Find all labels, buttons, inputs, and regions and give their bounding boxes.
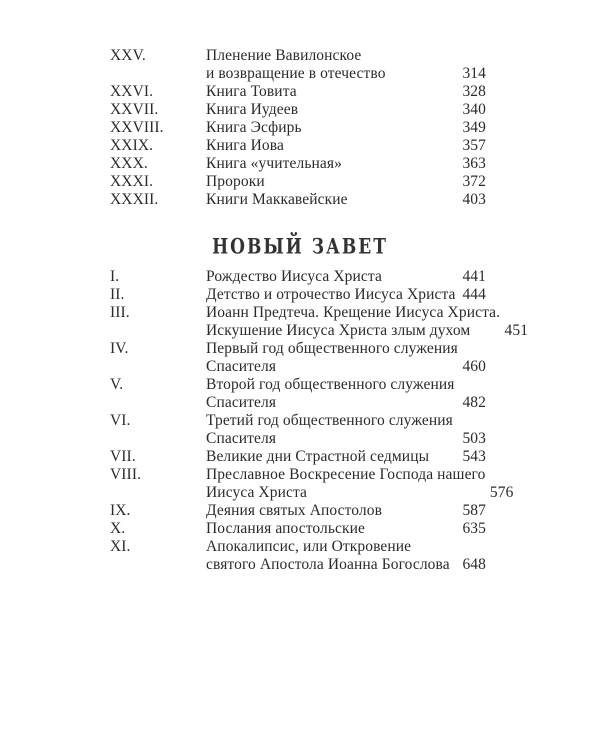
chapter-number: III. <box>110 304 130 321</box>
chapter-number: XXXI. <box>110 173 154 190</box>
page-number <box>500 304 528 322</box>
chapter-number: XXXII. <box>110 191 159 208</box>
chapter-number: X. <box>110 520 126 537</box>
toc-entry <box>110 538 486 574</box>
page-number <box>458 376 486 394</box>
chapter-title: Книга «учительная» <box>206 155 342 172</box>
page-number <box>458 340 486 358</box>
chapter-title: Книга Иудеев <box>206 101 299 118</box>
page-number: 328 <box>462 83 486 100</box>
chapter-title: Деяния святых Апостолов <box>206 502 383 519</box>
chapter-number: II. <box>110 286 125 303</box>
page-number: 635 <box>462 520 486 537</box>
page-number <box>485 466 513 484</box>
chapter-title: Спасителя <box>206 394 277 411</box>
toc-entry <box>110 101 486 119</box>
page-number: 340 <box>462 101 486 118</box>
chapter-title: Первый год общественного служения <box>206 340 458 357</box>
chapter-title: Иоанн Предтеча. Крещение Иисуса Христа. <box>206 304 501 321</box>
page-number: 314 <box>462 65 486 82</box>
page-number: 648 <box>462 556 486 573</box>
toc-entry <box>110 83 486 101</box>
chapter-title: Книга Эсфирь <box>206 119 302 136</box>
page-number: 403 <box>462 191 486 208</box>
chapter-title: Второй год общественного служения <box>206 376 455 393</box>
chapter-title: Книга Товита <box>206 83 297 100</box>
chapter-title: Книга Иова <box>206 137 284 154</box>
page-number: 363 <box>462 155 486 172</box>
chapter-number: XXVII. <box>110 101 159 118</box>
chapter-title: Послания апостольские <box>206 520 366 537</box>
chapter-title: Преславное Воскресение Господа нашего <box>206 466 486 483</box>
chapter-title: Третий год общественного служения <box>206 412 453 429</box>
chapter-title: Пленение Вавилонское <box>206 47 362 64</box>
page-number: 482 <box>462 394 486 411</box>
chapter-number: VIII. <box>110 466 142 483</box>
chapter-title: Пророки <box>206 173 265 190</box>
page-number: 357 <box>462 137 486 154</box>
chapter-title: Детство и отрочество Иисуса Христа <box>206 286 456 303</box>
toc-entry <box>110 286 486 304</box>
chapter-title: святого Апостола Иоанна Богослова <box>206 556 450 573</box>
toc-entry <box>110 47 486 83</box>
page-number: 451 <box>504 322 529 339</box>
chapter-number: VII. <box>110 448 136 465</box>
chapter-number: XI. <box>110 538 131 555</box>
toc-entry <box>110 412 486 448</box>
page-number <box>458 47 486 65</box>
chapter-number: XXIX. <box>110 137 154 154</box>
page-number: 503 <box>462 430 486 447</box>
toc-entry <box>110 173 486 191</box>
page-number: 444 <box>462 286 486 303</box>
chapter-number: I. <box>110 268 120 285</box>
page-number: 587 <box>462 502 486 519</box>
page-number: 543 <box>462 448 486 465</box>
toc-entry <box>110 155 486 173</box>
toc-entry <box>110 191 486 209</box>
old-testament-toc <box>110 47 486 209</box>
chapter-number: V. <box>110 376 124 393</box>
toc-entry <box>110 304 529 340</box>
page-number <box>458 412 486 430</box>
chapter-title: Великие дни Страстной седмицы <box>206 448 430 465</box>
chapter-title: Книги Маккавейские <box>206 191 348 208</box>
chapter-title: Спасителя <box>206 358 277 375</box>
chapter-title: Рождество Иисуса Христа <box>206 268 382 285</box>
page-number: 349 <box>462 119 486 136</box>
toc-entry <box>110 340 486 376</box>
chapter-number: XXVIII. <box>110 119 164 136</box>
page-number <box>458 538 486 556</box>
chapter-title: и возвращение в отечество <box>206 65 386 82</box>
toc-entry <box>110 520 486 538</box>
toc-entry <box>110 137 486 155</box>
chapter-number: IX. <box>110 502 131 519</box>
chapter-number: XXVI. <box>110 83 154 100</box>
page-number: 576 <box>489 484 514 501</box>
chapter-number: IV. <box>110 340 129 357</box>
toc-entry <box>110 466 514 502</box>
toc-entry <box>110 376 486 412</box>
chapter-title: Искушение Иисуса Христа злым духом <box>206 322 471 339</box>
chapter-number: XXV. <box>110 47 146 64</box>
chapter-title: Апокалипсис, или Откровение <box>206 538 412 555</box>
page-number: 460 <box>462 358 486 375</box>
toc-entry <box>110 119 486 137</box>
chapter-title: Спасителя <box>206 430 277 447</box>
page-number: 441 <box>462 268 486 285</box>
toc-entry <box>110 502 486 520</box>
page-number: 372 <box>462 173 486 190</box>
chapter-number: XXX. <box>110 155 148 172</box>
new-testament-toc <box>110 268 529 574</box>
toc-entry <box>110 448 486 466</box>
chapter-title: Иисуса Христа <box>206 484 307 501</box>
section-heading-new-testament: НОВЫЙ ЗАВЕТ <box>212 234 388 260</box>
toc-entry <box>110 268 486 286</box>
chapter-number: VI. <box>110 412 131 429</box>
